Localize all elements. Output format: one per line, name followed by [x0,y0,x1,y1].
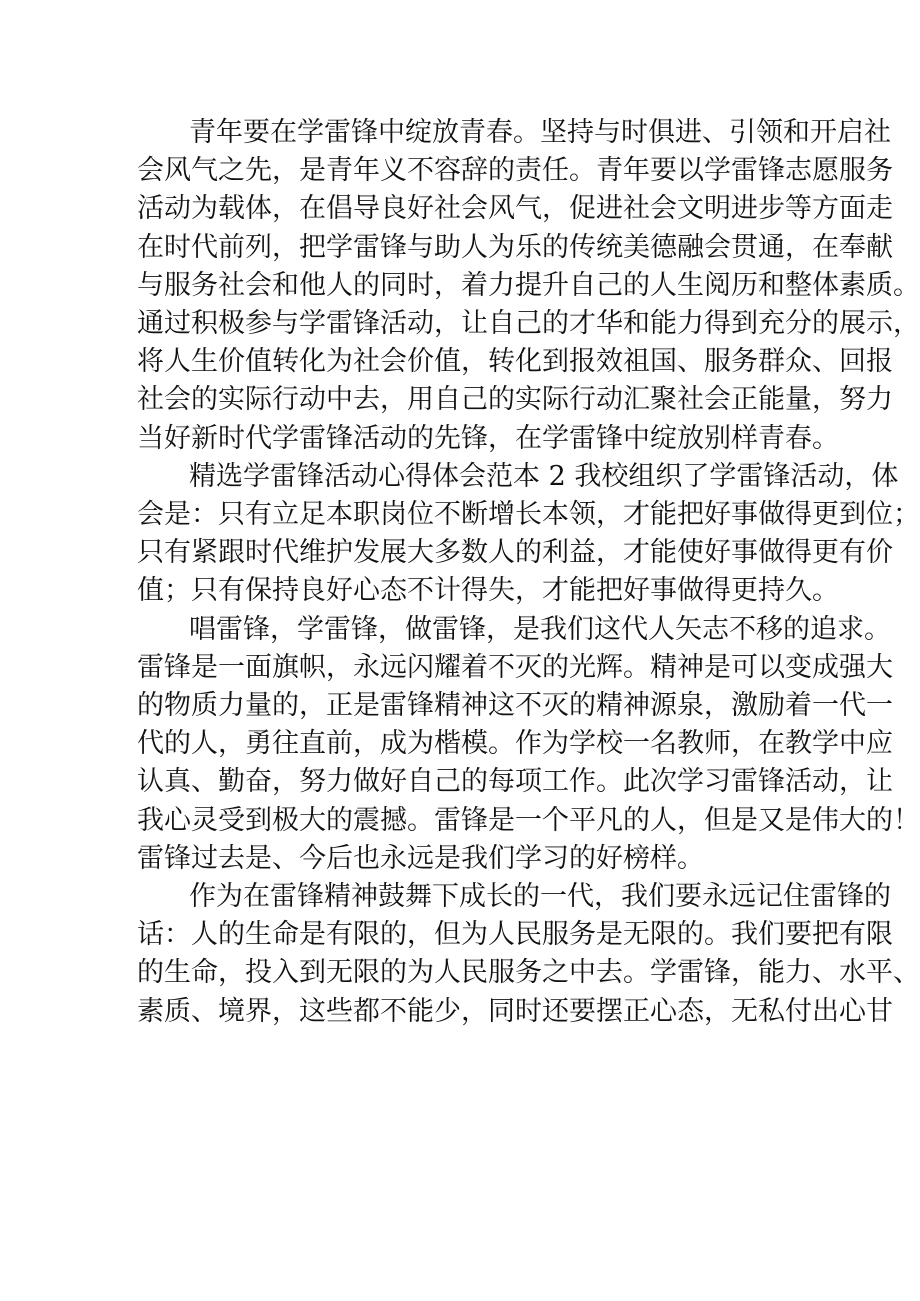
text-line: 将人生价值转化为社会价值，转化到报效祖国、服务群众、回报 [137,346,893,378]
text-line: 认真、勤奋，努力做好自己的每项工作。此次学习雷锋活动，让 [137,766,893,798]
text-line: 的物质力量的，正是雷锋精神这不灭的精神源泉，激励着一代一 [137,690,893,722]
text-line: 唱雷锋，学雷锋，做雷锋，是我们这代人矢志不移的追求。 [189,613,891,645]
paragraph-4 [137,878,920,1031]
text-line: 在时代前列，把学雷锋与助人为乐的传统美德融会贯通，在奉献 [137,231,893,263]
text-line: 与服务社会和他人的同时，着力提升自己的人生阅历和整体素质。 [137,269,920,301]
text-line: 会风气之先，是青年义不容辞的责任。青年要以学雷锋志愿服务 [137,155,893,187]
text-line: 雷锋过去是、今后也永远是我们学习的好榜样。 [137,842,704,874]
text-line: 当好新时代学雷锋活动的先锋，在学雷锋中绽放别样青春。 [137,422,839,454]
text-line: 值；只有保持良好心态不计得失，才能把好事做得更持久。 [137,575,839,607]
text-line: 会是：只有立足本职岗位不断增长本领，才能把好事做得更到位； [137,499,920,531]
paragraph-2 [137,458,920,611]
document-body [137,114,920,1031]
paragraph-1 [137,114,920,458]
text-line: 我心灵受到极大的震撼。雷锋是一个平凡的人，但是又是伟大的！ [137,804,920,836]
text-line: 通过积极参与学雷锋活动，让自己的才华和能力得到充分的展示， [137,308,920,340]
text-line: 雷锋是一面旗帜，永远闪耀着不灭的光辉。精神是可以变成强大 [137,651,893,683]
text-line: 只有紧跟时代维护发展大多数人的利益，才能使好事做得更有价 [137,537,893,569]
text-line: 社会的实际行动中去，用自己的实际行动汇聚社会正能量，努力 [137,384,893,416]
text-line: 作为在雷锋精神鼓舞下成长的一代，我们要永远记住雷锋的 [189,881,891,913]
text-line: 活动为载体，在倡导良好社会风气，促进社会文明进步等方面走 [137,193,893,225]
text-line: 代的人，勇往直前，成为楷模。作为学校一名教师，在教学中应 [137,728,893,760]
paragraph-3 [137,611,920,878]
text-line: 话：人的生命是有限的，但为人民服务是无限的。我们要把有限 [137,919,893,951]
text-line: 精选学雷锋活动心得体会范本 2 我校组织了学雷锋活动，体 [189,460,899,492]
text-line: 素质、境界，这些都不能少，同时还要摆正心态，无私付出心甘 [137,995,893,1027]
text-line: 的生命，投入到无限的为人民服务之中去。学雷锋，能力、水平、 [137,957,920,989]
text-line: 青年要在学雷锋中绽放青春。坚持与时俱进、引领和开启社 [189,117,891,148]
